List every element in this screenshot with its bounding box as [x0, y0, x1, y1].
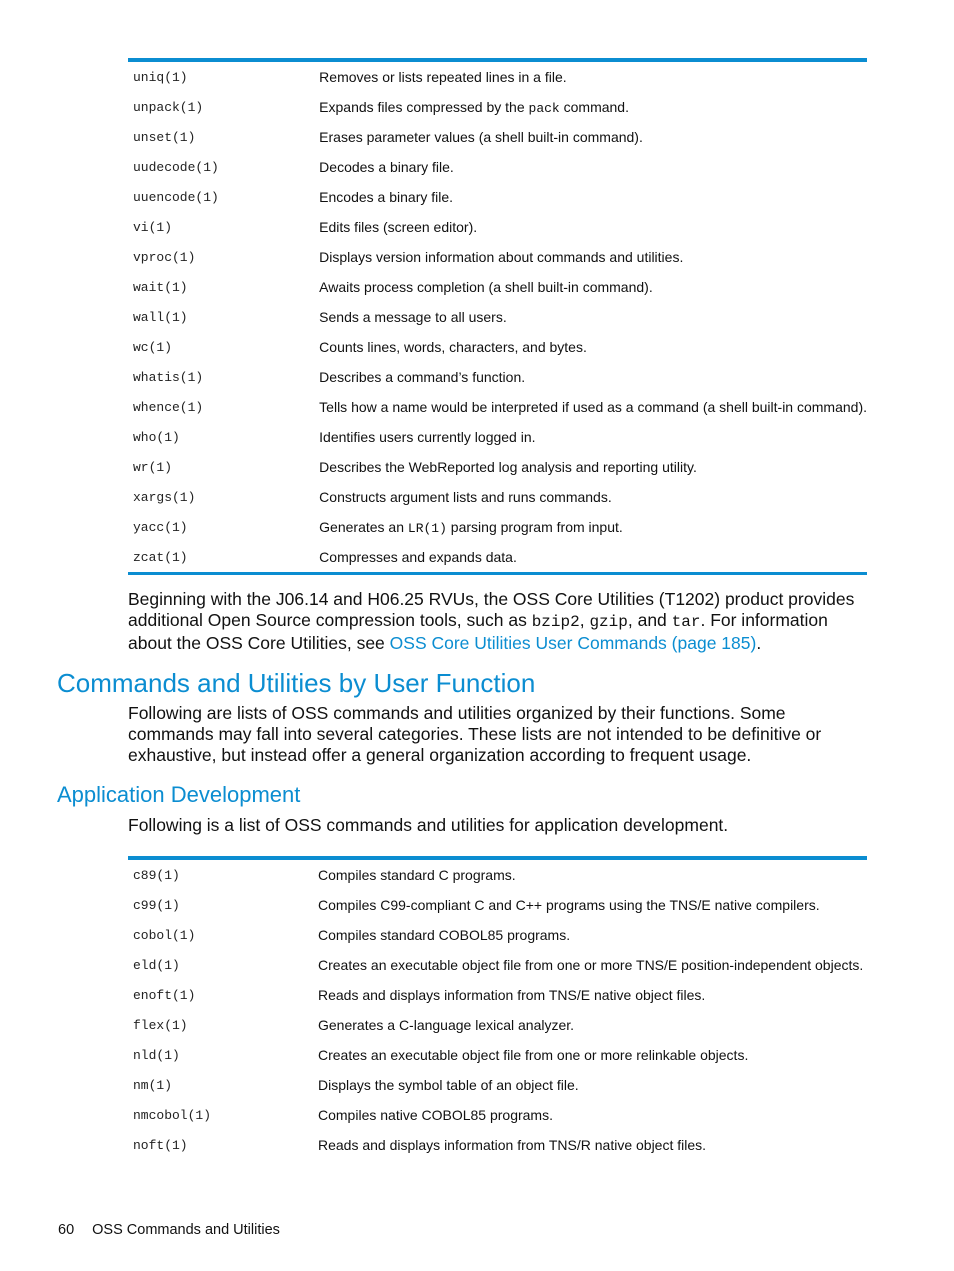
table-row [128, 122, 867, 152]
command-description: Compiles C99-compliant C and C++ programs using the TNS/E native compilers. [318, 897, 820, 913]
table-row [128, 890, 867, 920]
footer-title: OSS Commands and Utilities [92, 1222, 280, 1238]
section-intro: Following are lists of OSS commands and utilities organized by their functions. Some commands may fall into several categories. These lists are not intended to be definitive or exhaustive, but instead offer a general organization according to frequent usage. [128, 703, 822, 765]
description-code: LR(1) [407, 520, 447, 536]
table-row [128, 1040, 867, 1070]
command-name: uuencode(1) [133, 189, 219, 205]
table-row [128, 950, 867, 980]
page-footer [58, 1222, 280, 1238]
command-description: Compiles native COBOL85 programs. [318, 1107, 553, 1123]
description-text: Generates an [319, 518, 408, 535]
inline-code: tar [671, 613, 701, 631]
command-name: cobol(1) [133, 927, 196, 943]
command-description: Describes the WebReported log analysis and reporting utility. [319, 459, 697, 475]
table-row [128, 512, 867, 542]
command-name: unpack(1) [133, 99, 204, 115]
table-row [128, 272, 867, 302]
command-name: zcat(1) [133, 549, 188, 565]
subsection-intro: Following is a list of OSS commands and utilities for application development. [128, 815, 729, 835]
command-name: enoft(1) [133, 987, 196, 1003]
paragraph-text: Beginning with the J06.14 and H06.25 RVUs, the OSS Core Utilities (T1202) product provides additional Open Source compression tools, such as [128, 589, 855, 630]
command-name: whence(1) [133, 399, 204, 415]
paragraph-text: . For information about the OSS Core Utilities, see [128, 610, 828, 653]
paragraph-text: . [756, 633, 762, 653]
subsection-title: Application Development [57, 782, 301, 807]
table-row [128, 542, 867, 574]
command-description: Constructs argument lists and runs commands. [319, 489, 612, 505]
paragraph-text: , and [627, 610, 672, 630]
description-code: pack [528, 100, 560, 116]
command-name: nm(1) [133, 1077, 173, 1093]
description-text: parsing program from input. [446, 518, 623, 535]
table-row [128, 362, 867, 392]
command-description: Removes or lists repeated lines in a file. [319, 69, 567, 85]
command-name: c99(1) [133, 897, 180, 913]
section-title: Commands and Utilities by User Function [57, 668, 536, 698]
command-description: Compiles standard C programs. [318, 867, 516, 883]
inline-code: bzip2 [531, 613, 580, 631]
command-name: c89(1) [133, 867, 180, 883]
command-name: wc(1) [133, 339, 173, 355]
command-description: Creates an executable object file from one or more relinkable objects. [318, 1047, 749, 1063]
inline-code: gzip [589, 613, 628, 631]
description-text: Expands files compressed by the [319, 98, 529, 115]
command-description: Decodes a binary file. [319, 159, 454, 175]
command-name: who(1) [133, 429, 180, 445]
command-description: Displays the symbol table of an object file. [318, 1077, 579, 1093]
command-name: whatis(1) [133, 369, 204, 385]
command-description: Compiles standard COBOL85 programs. [318, 927, 571, 943]
core-utilities-paragraph [128, 589, 873, 654]
table-row [128, 482, 867, 512]
command-description: Creates an executable object file from one or more TNS/E position-independent objects. [318, 957, 864, 973]
command-name: wall(1) [133, 309, 188, 325]
command-description: Tells how a name would be interpreted if used as a command (a shell built-in command). [319, 399, 867, 415]
table-row [128, 422, 867, 452]
table-row [128, 212, 867, 242]
command-name: xargs(1) [133, 489, 196, 505]
command-name: vproc(1) [133, 249, 196, 265]
commands-table-2 [128, 856, 867, 1160]
command-description: Sends a message to all users. [319, 309, 507, 325]
command-name: vi(1) [133, 219, 173, 235]
table-row [128, 302, 867, 332]
command-name: eld(1) [133, 957, 180, 973]
table-row [128, 152, 867, 182]
table-row [128, 92, 867, 122]
command-description: Generates a C-language lexical analyzer. [318, 1017, 575, 1033]
command-description: Reads and displays information from TNS/E native object files. [318, 987, 706, 1003]
table-row [128, 242, 867, 272]
table-row [128, 452, 867, 482]
table-row [128, 1100, 867, 1130]
command-description: Compresses and expands data. [319, 549, 517, 565]
command-description: Displays version information about commands and utilities. [319, 249, 684, 265]
command-description: Encodes a binary file. [319, 189, 454, 205]
command-description: Erases parameter values (a shell built-in command). [319, 129, 643, 145]
command-description: Reads and displays information from TNS/R native object files. [318, 1137, 707, 1153]
core-utilities-link[interactable]: OSS Core Utilities User Commands (page 185) [389, 633, 757, 653]
command-name: wr(1) [133, 459, 173, 475]
command-name: yacc(1) [133, 519, 188, 535]
command-name: unset(1) [133, 129, 196, 145]
command-name: nmcobol(1) [133, 1107, 212, 1123]
table-row [128, 60, 867, 92]
table-row [128, 920, 867, 950]
command-description: Identifies users currently logged in. [319, 429, 536, 445]
table-row [128, 1010, 867, 1040]
command-description [319, 512, 867, 542]
table-row [128, 1070, 867, 1100]
page-number: 60 [58, 1222, 75, 1238]
table-row [128, 858, 867, 890]
command-description [319, 92, 867, 122]
command-description: Describes a command’s function. [319, 369, 526, 385]
table-row [128, 182, 867, 212]
commands-table-1 [128, 58, 867, 575]
command-description: Edits files (screen editor). [319, 219, 478, 235]
command-description: Counts lines, words, characters, and bytes. [319, 339, 587, 355]
table-row [128, 392, 867, 422]
table-row [128, 980, 867, 1010]
command-name: uudecode(1) [133, 159, 219, 175]
paragraph-text: , [579, 610, 590, 630]
table-row [128, 1130, 867, 1160]
table-row [128, 332, 867, 362]
command-name: flex(1) [133, 1017, 188, 1033]
command-name: nld(1) [133, 1047, 180, 1063]
description-text: command. [559, 98, 629, 115]
command-description: Awaits process completion (a shell built-in command). [319, 279, 653, 295]
command-name: uniq(1) [133, 69, 188, 85]
command-name: noft(1) [133, 1137, 188, 1153]
command-name: wait(1) [133, 279, 188, 295]
